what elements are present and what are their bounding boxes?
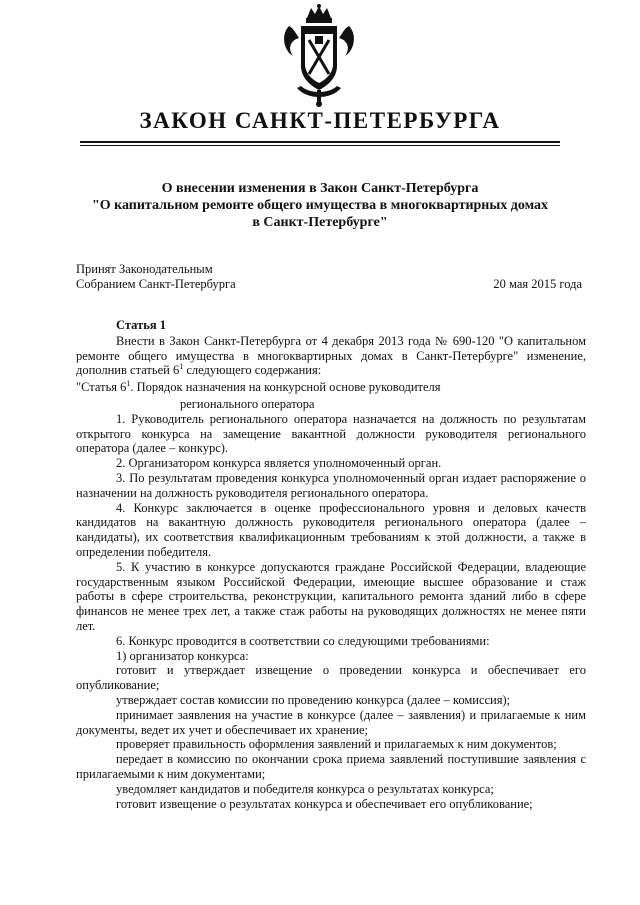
paragraph: 5. К участию в конкурсе допускаются граждане Российской Федерации, владеющие государственным языком Российской Федерации, имеющие высшее образование и стаж работы в сфере строительства, реконструкции, капитального ремонта зданий либо в сфере финансов не менее трех лет, а также стаж работы на руководящих должностях не менее пяти лет. [76,559,586,633]
paragraph: готовит извещение о результатах конкурса и обеспечивает его опубликование; [116,796,533,811]
law-title: ЗАКОН САНКТ-ПЕТЕРБУРГА [139,108,501,133]
adoption-note [76,262,236,292]
paragraph: уведомляет кандидатов и победителя конкурса о результатах конкурса; [116,781,494,796]
law-body [76,318,586,811]
coat-of-arms-icon [277,4,361,108]
subject-line: в Санкт-Петербурге" [252,215,388,230]
law-subject [60,180,580,231]
intro-text: Внести в Закон Санкт-Петербурга от 4 декабря 2013 года № 690-120 "О капитальном ремонте общего имущества в многоквартирных домах в Санкт-Петербурге" изменение, дополнив статьей 6 [76,333,586,378]
adoption-line: Собранием Санкт-Петербурга [76,277,236,291]
paragraph: готовит и утверждает извещение о проведении конкурса и обеспечивает его опубликование; [76,663,586,693]
paragraph: принимает заявления на участие в конкурсе (далее – заявления) и прилагаемые к ним документы, ведет их учет и обеспечивает их хранение; [76,707,586,737]
superscript: 1 [179,362,184,372]
paragraph: 1) организатор конкурса: [116,648,249,663]
paragraph: 2. Организатором конкурса является уполномоченный орган. [116,456,442,471]
adoption-line: Принят Законодательным [76,262,213,276]
paragraph: 3. По результатам проведения конкурса уполномоченный орган издает распоряжение о назначении на должность руководителя регионального оператора. [76,470,586,500]
paragraph: проверяет правильность оформления заявлений и прилагаемых к ним документов; [116,737,557,752]
article-heading: Статья 1 [116,318,166,332]
paragraph: 1. Руководитель регионального оператора назначается на должность по результатам открытого конкурса на замещение вакантной должности руководителя регионального оператора (далее – конкурс). [76,411,586,456]
title-rule-thin [80,145,560,146]
subject-line: "О капитальном ремонте общего имущества в многоквартирных домах [91,198,549,213]
paragraph: утверждает состав комиссии по проведению конкурса (далее – комиссия); [116,692,511,707]
new-article-title [76,380,586,397]
title-rule [80,141,560,143]
superscript: 1 [126,379,131,389]
intro-text-end: следующего содержания: [183,363,322,378]
new-article-title-c: регионального оператора [180,396,315,411]
paragraph: 4. Конкурс заключается в оценке профессионального уровня и деловых качеств кандидатов на вакантную должность руководителя регионального оператора (далее – кандидаты), их соответствия квалификационным требованиям к этой должности, а также в определении победителя. [76,500,586,559]
subject-line: О внесении изменения в Закон Санкт-Петербурга [161,181,479,196]
paragraph: передает в комиссию по окончании срока приема заявлений поступившие заявления с прилагаемыми к ним документами; [76,752,586,781]
new-article-title-b: . Порядок назначения на конкурсной основе руководителя [130,380,441,395]
adoption-date: 20 мая 2015 года [493,277,582,291]
article-intro [76,334,586,380]
new-article-title-a: "Статья 6 [76,380,127,395]
paragraph: 6. Конкурс проводится в соответствии со следующими требованиями: [116,633,490,648]
